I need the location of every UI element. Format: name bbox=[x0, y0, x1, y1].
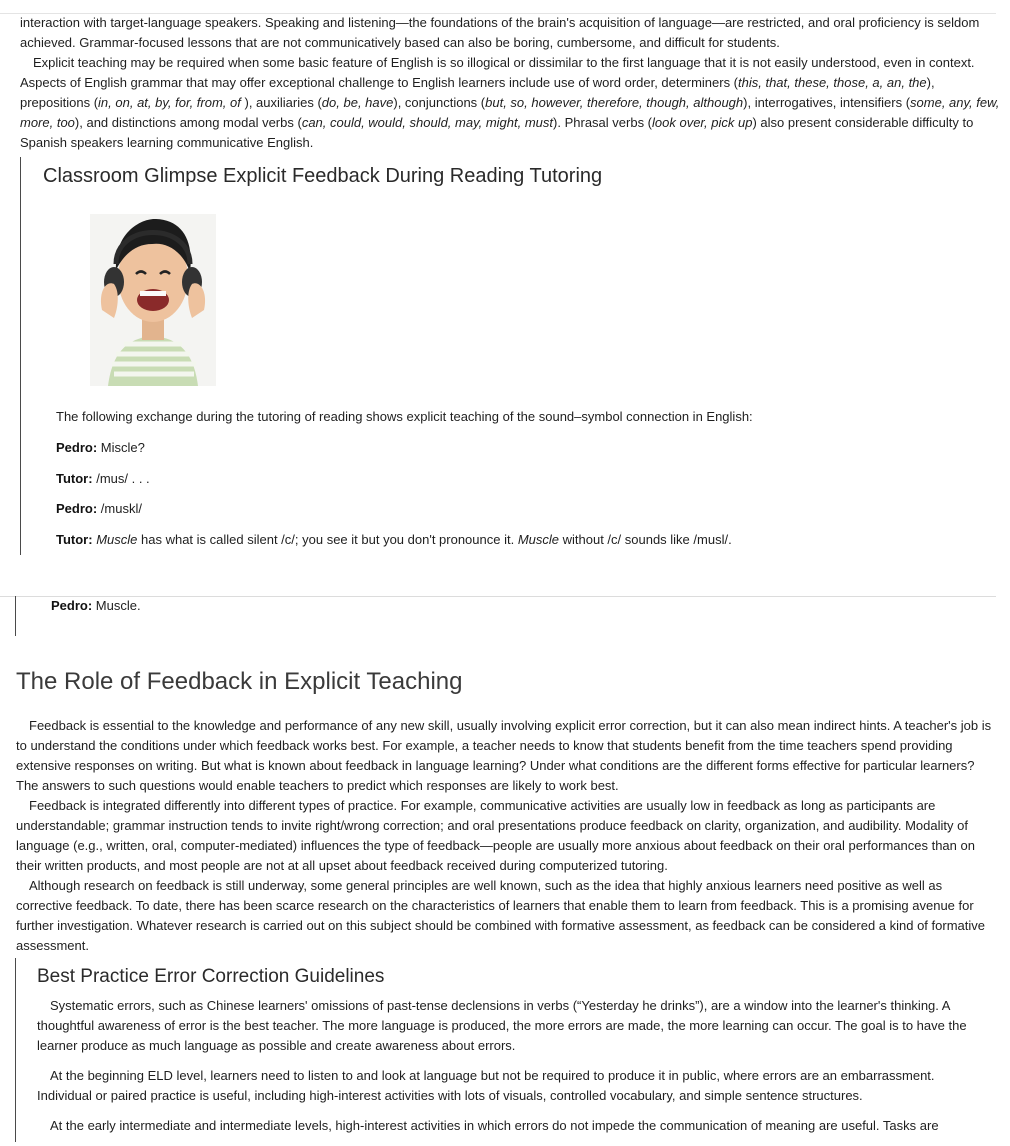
dialogue-line: Pedro: Miscle? bbox=[56, 440, 145, 455]
glimpse-lead-text: The following exchange during the tutoring of reading shows explicit teaching of the sound–symbol connection in English: bbox=[56, 409, 753, 424]
dialogue-line: Tutor: Muscle has what is called silent /c/; you see it but you don't pronounce it. Muscle without /c/ sounds like /musl/. bbox=[56, 532, 732, 547]
boy-with-headphones-photo bbox=[90, 214, 216, 386]
classroom-glimpse-continued-box bbox=[15, 596, 966, 636]
body-paragraph: At the beginning ELD level, learners need to listen to and look at language but not be required to produce it in public, where errors are an embarrassment. Individual or paired practice is useful, including high-interest activities with lots of visuals, controlled vocabulary, and simple sentence structures. bbox=[37, 1068, 935, 1103]
intro-paragraph-1: interaction with target-language speakers. Speaking and listening—the foundations of the brain's acquisition of language—are restricted, and oral proficiency is seldom achieved. Grammar-focused lessons that are not communicatively based can also be boring, cumbersome, and difficult for students. bbox=[20, 15, 980, 50]
intro-text bbox=[20, 13, 1000, 153]
body-paragraph: Feedback is essential to the knowledge and performance of any new skill, usually involving explicit error correction, but it can also mean indirect hints. A teacher's job is to understand the conditions under which feedback works best. For example, a teacher needs to know that students benefit from the time teachers spend providing extensive responses on writing. But what is known about feedback in language learning? Under what conditions are the different forms effective for particular learners? The answers to such questions would enable teachers to predict which responses are likely to work best. bbox=[16, 718, 992, 793]
intro-paragraph-2: Explicit teaching may be required when some basic feature of English is so illogical or dissimilar to the first language that it is not easily understood, even in context. Aspects of English grammar that may offer exceptional challenge to English learners include use of word order, determiners (this, that, these, those, a, an, the), prepositions (in, on, at, by, for, from, of ), auxiliaries (do, be, have), conjunctions (but, so, however, therefore, though, although), interrogatives, intensifiers (some, any, few, more, too), and distinctions among modal verbs (can, could, would, should, may, might, must). Phrasal verbs (look over, pick up) also present considerable difficulty to Spanish speakers learning communicative English. bbox=[20, 55, 1000, 150]
body-paragraph: Systematic errors, such as Chinese learners' omissions of past-tense declensions in verbs (“Yesterday he drinks”), are a window into the learner's thinking. A thoughtful awareness of error is the best teacher. The more language is produced, the more errors are made, the more learning can occur. The goal is to have the learner produce as much language as possible and create awareness about errors. bbox=[37, 998, 967, 1053]
dialogue-line: Pedro: Muscle. bbox=[51, 598, 141, 613]
section-heading: The Role of Feedback in Explicit Teaching bbox=[16, 668, 463, 695]
classroom-glimpse-box bbox=[20, 157, 981, 555]
body-paragraph: Feedback is integrated differently into different types of practice. For example, communicative activities are usually low in feedback as long as participants are understandable; grammar instruction tends to invite right/wrong correction; and oral presentations produce feedback on clarity, organization, and audibility. Modality of language (e.g., written, oral, computer-mediated) influences the type of feedback—people are usually more anxious about feedback on their oral performances than on their written products, and most people are not at all upset about feedback received during computerized tutoring. bbox=[16, 798, 975, 873]
best-practice-title: Best Practice Error Correction Guidelines bbox=[37, 966, 385, 987]
feedback-section-body bbox=[16, 716, 996, 956]
dialogue-line: Tutor: /mus/ . . . bbox=[56, 471, 150, 486]
body-paragraph: At the early intermediate and intermediate levels, high-interest activities in which errors do not impede the communication of meaning are useful. Tasks are bbox=[50, 1118, 939, 1133]
best-practice-box bbox=[15, 958, 986, 1142]
dialogue-line: Pedro: /muskl/ bbox=[56, 501, 142, 516]
best-practice-body bbox=[37, 996, 977, 1146]
classroom-glimpse-title: Classroom Glimpse Explicit Feedback During Reading Tutoring bbox=[43, 165, 603, 187]
body-paragraph: Although research on feedback is still underway, some general principles are well known, such as the idea that highly anxious learners need positive as well as corrective feedback. To date, there has been scarce research on the characteristics of learners that enable them to learn from feedback. This is a promising avenue for further investigation. Whatever research is carried out on this subject should be combined with formative assessment, as feedback can be considered a kind of formative assessment. bbox=[16, 878, 985, 953]
